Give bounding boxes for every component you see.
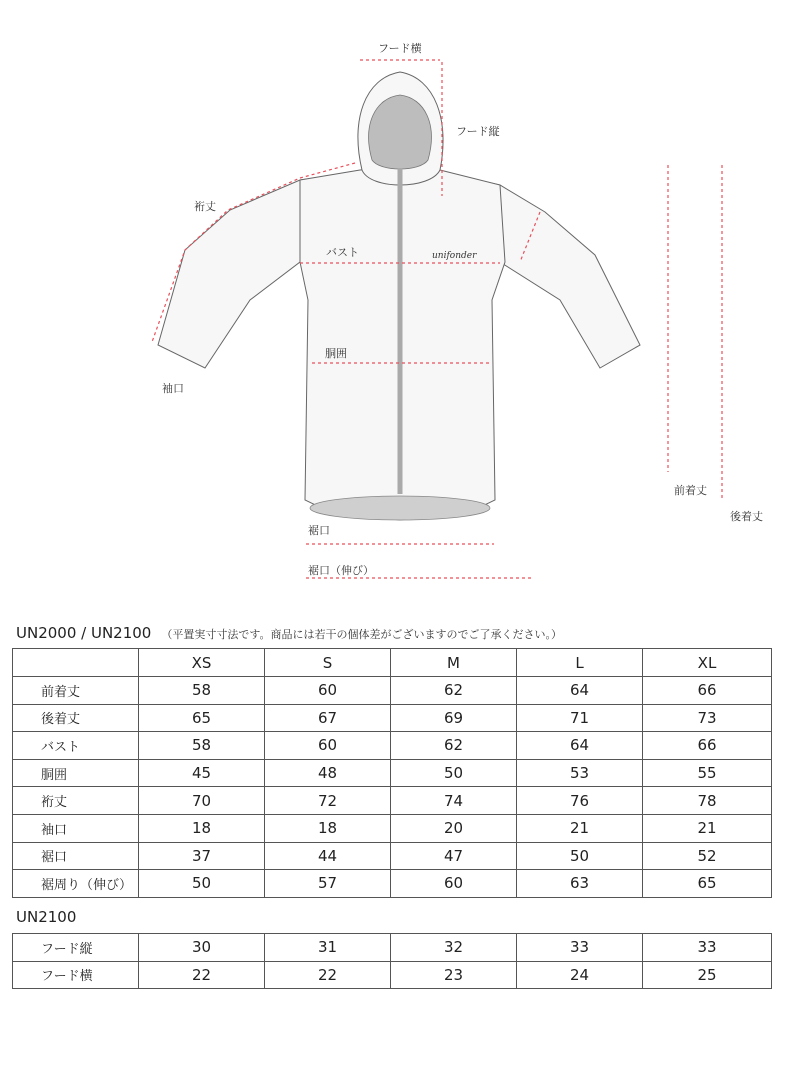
table-cell: 65 [643,870,772,898]
table-cell: 63 [517,870,643,898]
row-label: フード縦 [13,934,139,962]
header-cell [13,649,139,677]
table-cell: 30 [139,934,265,962]
row-label: バスト [13,732,139,760]
table-cell: 50 [139,870,265,898]
table-cell: 50 [517,842,643,870]
table-cell: 33 [517,934,643,962]
table-row [13,787,772,815]
table-cell: 45 [139,759,265,787]
table-cell: 18 [265,814,391,842]
table-cell: 21 [517,814,643,842]
table-cell: 60 [391,870,517,898]
table-cell: 52 [643,842,772,870]
table-cell: 53 [517,759,643,787]
table-cell: 48 [265,759,391,787]
label-sleeve-length: 裄丈 [194,200,216,213]
table-row [13,759,772,787]
label-waist: 胴囲 [325,347,347,360]
table-header-row [13,649,772,677]
row-label: 裾口 [13,842,139,870]
table-cell: 78 [643,787,772,815]
table1-note: （平置実寸寸法です。商品には若干の個体差がございますのでご了承ください。） [161,628,562,641]
table-cell: 25 [643,961,772,989]
table-cell: 33 [643,934,772,962]
table-cell: 50 [391,759,517,787]
table-cell: 55 [643,759,772,787]
header-cell: XL [643,649,772,677]
chest-logo: unifonder [432,251,477,261]
table-cell: 57 [265,870,391,898]
label-hood-width: フード横 [378,42,422,55]
table-cell: 64 [517,677,643,705]
table-cell: 62 [391,677,517,705]
table-cell: 22 [139,961,265,989]
table-cell: 71 [517,704,643,732]
header-cell: XS [139,649,265,677]
table-cell: 44 [265,842,391,870]
label-back-length: 後着丈 [730,510,763,523]
table-cell: 70 [139,787,265,815]
table-row [13,704,772,732]
label-hood-length: フード縦 [456,125,500,138]
table-cell: 23 [391,961,517,989]
label-bust: バスト [326,246,359,259]
size-table-hood [12,933,772,989]
table-row [13,842,772,870]
table-cell: 31 [265,934,391,962]
hem-inner [310,496,490,520]
table-cell: 60 [265,677,391,705]
table-cell: 58 [139,732,265,760]
label-front-length: 前着丈 [674,484,707,497]
row-label: 前着丈 [13,677,139,705]
table-cell: 24 [517,961,643,989]
table-cell: 22 [265,961,391,989]
table-cell: 20 [391,814,517,842]
row-label: 裄丈 [13,787,139,815]
table-cell: 62 [391,732,517,760]
table-cell: 60 [265,732,391,760]
table-cell: 72 [265,787,391,815]
label-hem: 裾口 [308,524,330,537]
table-cell: 32 [391,934,517,962]
table-cell: 18 [139,814,265,842]
table-row [13,677,772,705]
row-label: フード横 [13,961,139,989]
table-cell: 66 [643,732,772,760]
table-row [13,814,772,842]
table-cell: 67 [265,704,391,732]
size-table-main [12,648,772,898]
table-cell: 64 [517,732,643,760]
table-cell: 69 [391,704,517,732]
row-label: 裾周り（伸び） [13,870,139,898]
row-label: 袖口 [13,814,139,842]
row-label: 後着丈 [13,704,139,732]
header-cell: L [517,649,643,677]
table2-title: UN2100 [16,908,77,926]
table1-title: UN2000 / UN2100 [16,624,152,642]
table-row [13,870,772,898]
row-label: 胴囲 [13,759,139,787]
table-cell: 74 [391,787,517,815]
table-cell: 76 [517,787,643,815]
label-hem-stretched: 裾口（伸び） [308,564,374,577]
table-row [13,961,772,989]
header-cell: M [391,649,517,677]
table-cell: 65 [139,704,265,732]
table-cell: 66 [643,677,772,705]
table-cell: 47 [391,842,517,870]
header-cell: S [265,649,391,677]
label-cuff: 袖口 [162,382,184,395]
table-cell: 58 [139,677,265,705]
table-cell: 37 [139,842,265,870]
table-cell: 21 [643,814,772,842]
table1-title-row [16,624,562,642]
table-row [13,934,772,962]
table-row [13,732,772,760]
table-cell: 73 [643,704,772,732]
